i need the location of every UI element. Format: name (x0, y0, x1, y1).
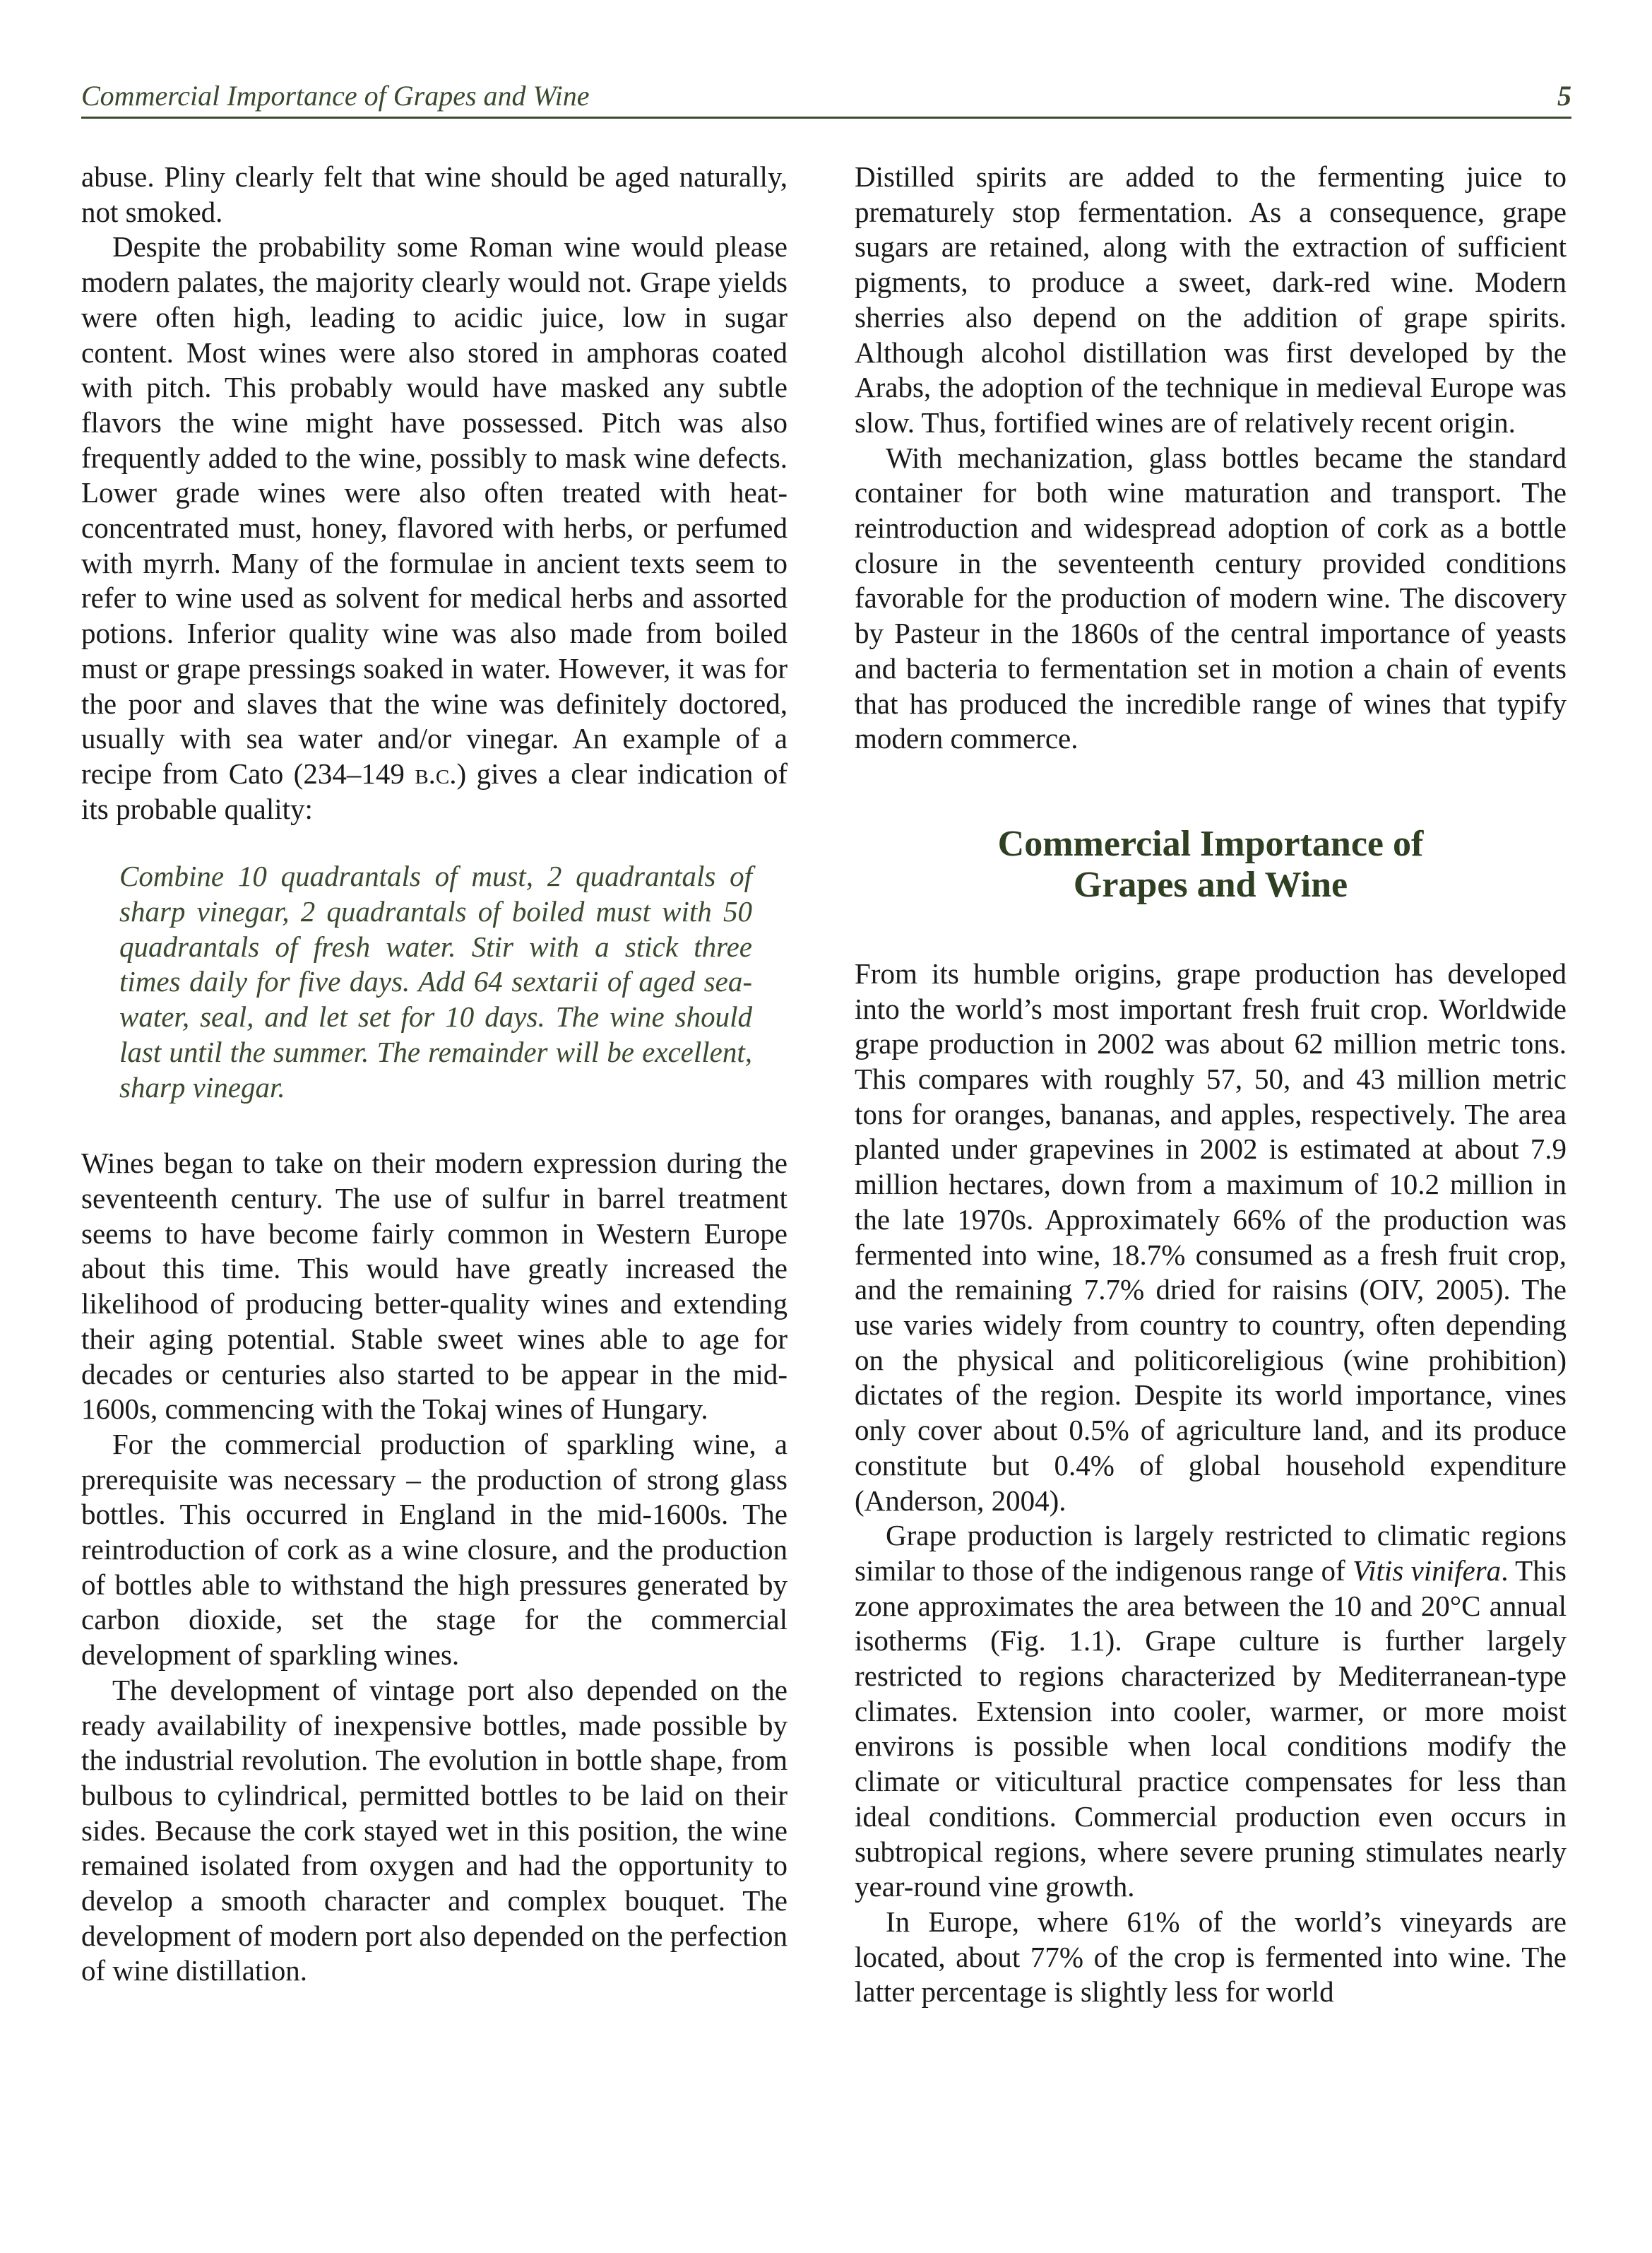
section-heading-line: Grapes and Wine (1073, 864, 1348, 905)
paragraph: The development of vintage port also depended on the ready availability of inexpensive bottles, made possible by the industrial revolution. The evolution in bottle shape, from bulbous to cylindrical, permitted bottles to be laid on their sides. Because the cork stayed wet in this position, the wine remained isolated from oxygen and had the opportunity to develop a smooth character and complex bouquet. The development of modern port also depended on the perfection of wine distillation. (81, 1673, 788, 1987)
left-column (81, 160, 788, 1989)
paragraph: abuse. Pliny clearly felt that wine should be aged naturally, not smoked. (81, 160, 788, 228)
section-heading (855, 824, 1567, 906)
section-heading-line: Commercial Importance of (997, 823, 1424, 864)
paragraph-text: Despite the probability some Roman wine would please modern palates, the majority clearly would not. Grape yields were often high, leading to acidic juice, low in sugar content. Most wines were also stored in amphoras coated with pitch. This probably would have masked any subtle flavors the wine might have possessed. Pitch was also frequently added to the wine, possibly to mask wine defects. Lower grade wines were also often treated with heat-concentrated must, honey, flavored with herbs, or perfumed with myrrh. Many of the formulae in ancient texts seem to refer to wine used as solvent for medical herbs and assorted potions. Inferior quality wine was also made from boiled must or grape pressings soaked in water. However, it was for the poor and slaves that the wine was definitely doctored, usually with sea water and/or vinegar. An example of a recipe from Cato (234–149 (81, 230, 788, 790)
page-number: 5 (1557, 80, 1571, 112)
paragraph (81, 230, 788, 827)
running-title: Commercial Importance of Grapes and Wine (81, 80, 590, 112)
paragraph: Wines began to take on their modern expression during the seventeenth century. The use of sulfur in barrel treatment seems to have become fairly common in Western Europe about this time. This would have greatly increased the likelihood of producing better-quality wines and extending their aging potential. Stable sweet wines able to age for decades or centuries also started to be appear in the mid-1600s, commencing with the Tokaj wines of Hungary. (81, 1147, 788, 1426)
paragraph: From its humble origins, grape production has developed into the world’s most important fresh fruit crop. Worldwide grape production in 2002 was about 62 million metric tons. This compares with roughly 57, 50, and 43 million metric tons for oranges, bananas, and apples, respectively. The area planted under grapevines in 2002 is estimated at about 7.9 million hectares, down from a maximum of 10.2 million in the late 1970s. Approximately 66% of the production was fermented into wine, 18.7% consumed as a fresh fruit crop, and the remaining 7.7% dried for raisins (OIV, 2005). The use varies widely from country to country, often depending on the physical and politicoreligious (wine prohibition) dictates of the region. Despite its world importance, vines only cover about 0.5% of agriculture land, and its produce constitute but 0.4% of global household expenditure (Anderson, 2004). (855, 957, 1567, 1517)
paragraph-text: ) gives a clear indication of its probable quality: (81, 757, 788, 825)
right-column (855, 160, 1567, 2010)
paragraph-text: . This zone approximates the area between the 10 and 20°C annual isotherms (Fig. 1.1). Grape culture is further largely restricted to regions characterized by Mediterranean-type climates. Extension into cooler, warmer, or more moist environs is possible when local conditions modify the climate or viticultural practice compensates for less than ideal conditions. Commercial production even occurs in subtropical regions, where severe pruning stimulates nearly year-round vine growth. (855, 1554, 1567, 1903)
era-abbreviation: b.c. (415, 757, 457, 790)
paragraph: In Europe, where 61% of the world’s vineyards are located, about 77% of the crop is fermented into wine. The latter percentage is slightly less for world (855, 1905, 1567, 2009)
species-name: Vitis vinifera (1353, 1554, 1502, 1587)
paragraph (855, 1518, 1567, 1905)
recipe-quote: Combine 10 quadrantals of must, 2 quadrantals of sharp vinegar, 2 quadrantals of boiled must with 50 quadrantals of fresh water. Stir with a stick three times daily for five days. Add 64 sextarii of aged sea-water, seal, and let set for 10 days. The wine should last until the summer. The remainder will be excellent, sharp vinegar. (119, 860, 752, 1104)
paragraph-text: Grape production is largely restricted to climatic regions similar to those of the indigenous range of (855, 1519, 1567, 1587)
paragraph: For the commercial production of sparkling wine, a prerequisite was necessary – the production of strong glass bottles. This occurred in England in the mid-1600s. The reintroduction of cork as a wine closure, and the production of bottles able to withstand the high pressures generated by carbon dioxide, set the stage for the commercial development of sparkling wines. (81, 1427, 788, 1672)
running-header (81, 74, 1571, 119)
paragraph: Distilled spirits are added to the fermenting juice to prematurely stop fermentation. As a consequence, grape sugars are retained, along with the extraction of sufficient pigments, to produce a sweet, dark-red wine. Modern sherries also depend on the addition of grape spirits. Although alcohol distillation was first developed by the Arabs, the adoption of the technique in medieval Europe was slow. Thus, fortified wines are of relatively recent origin. (855, 160, 1567, 439)
paragraph: With mechanization, glass bottles became the standard container for both wine maturation and transport. The reintroduction and widespread adoption of cork as a bottle closure in the seventeenth century provided conditions favorable for the production of modern wine. The discovery by Pasteur in the 1860s of the central importance of yeasts and bacteria to fermentation set in motion a chain of events that has produced the incredible range of wines that typify modern commerce. (855, 441, 1567, 755)
